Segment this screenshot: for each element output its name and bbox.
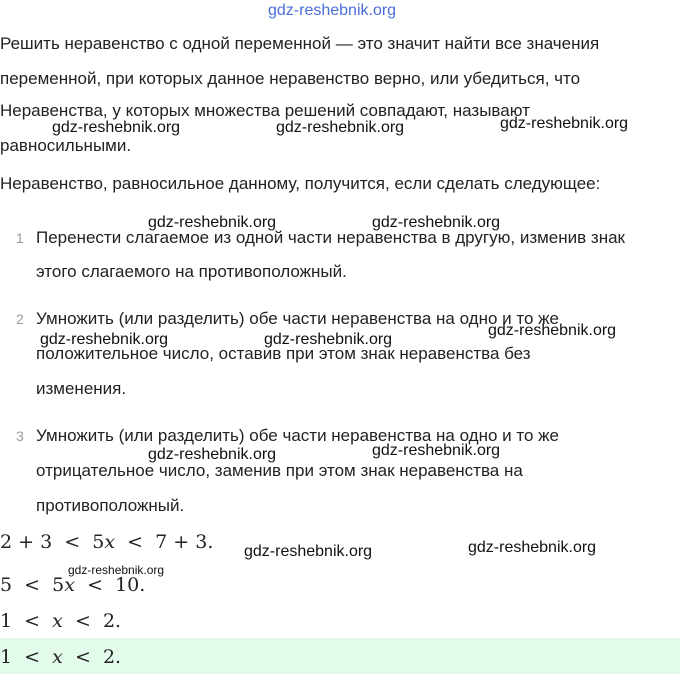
watermark: gdz-reshebnik.org — [148, 214, 277, 231]
watermark: gdz-reshebnik.org — [52, 119, 181, 136]
math-part: < 2. — [62, 610, 122, 632]
list-item-line: Умножить (или разделить) обе части неравенства на одно и то же — [36, 426, 559, 445]
watermark: gdz-reshebnik.org — [372, 214, 501, 231]
list-item-line: этого слагаемого на противоположный. — [36, 262, 347, 281]
list-item-line: противоположный. — [36, 496, 185, 515]
math-variable: x — [52, 646, 63, 668]
math-part: < 10. — [74, 574, 146, 596]
watermark: gdz-reshebnik.org — [372, 442, 501, 459]
math-variable: x — [52, 610, 63, 632]
math-part: 1 < — [0, 610, 53, 632]
watermark: gdz-reshebnik.org — [68, 563, 165, 577]
watermark: gdz-reshebnik.org — [468, 539, 597, 556]
math-step-3 — [0, 609, 121, 633]
list-item-line: положительное число, оставив при этом знак неравенства без — [36, 344, 531, 363]
math-part: 5 < 5 — [0, 574, 65, 596]
math-step-1 — [0, 530, 213, 554]
watermark: gdz-reshebnik.org — [40, 331, 169, 348]
math-answer — [0, 645, 121, 669]
math-part: < 2. — [62, 646, 122, 668]
watermark: gdz-reshebnik.org — [264, 331, 393, 348]
list-item-number: 1 — [16, 230, 24, 246]
watermark: gdz-reshebnik.org — [500, 115, 629, 132]
paragraph-equivalent-line-2: равносильными. — [0, 136, 132, 155]
list-item-line: Перенести слагаемое из одной части неравенства в другую, изменив знак — [36, 228, 625, 247]
paragraph-equivalent-line-1: Неравенства, у которых множества решений совпадают, называют — [0, 101, 530, 120]
paragraph-definition-line-2: переменной, при которых данное неравенство верно, или убедиться, что — [0, 69, 581, 88]
watermark: gdz-reshebnik.org — [244, 543, 373, 560]
math-variable: x — [64, 574, 75, 596]
watermark: gdz-reshebnik.org — [488, 322, 617, 339]
math-part: < 7 + 3. — [115, 531, 214, 553]
list-item-number: 2 — [16, 311, 24, 327]
paragraph-rules-intro: Неравенство, равносильное данному, получится, если сделать следующее: — [0, 174, 601, 193]
list-item-line: изменения. — [36, 379, 127, 398]
math-part: 2 + 3 < 5 — [0, 531, 105, 553]
watermark: gdz-reshebnik.org — [276, 119, 405, 136]
math-variable: x — [104, 531, 116, 553]
math-part: 1 < — [0, 646, 53, 668]
list-item-line: Умножить (или разделить) обе части неравенства на одно и то же — [36, 309, 559, 328]
list-item-line: отрицательное число, заменив при этом знак неравенства на — [36, 461, 523, 480]
paragraph-definition-line-1: Решить неравенство с одной переменной — это значит найти все значения — [0, 34, 600, 53]
watermark-top: gdz-reshebnik.org — [268, 2, 397, 19]
list-item-number: 3 — [16, 428, 24, 444]
watermark: gdz-reshebnik.org — [148, 446, 277, 463]
